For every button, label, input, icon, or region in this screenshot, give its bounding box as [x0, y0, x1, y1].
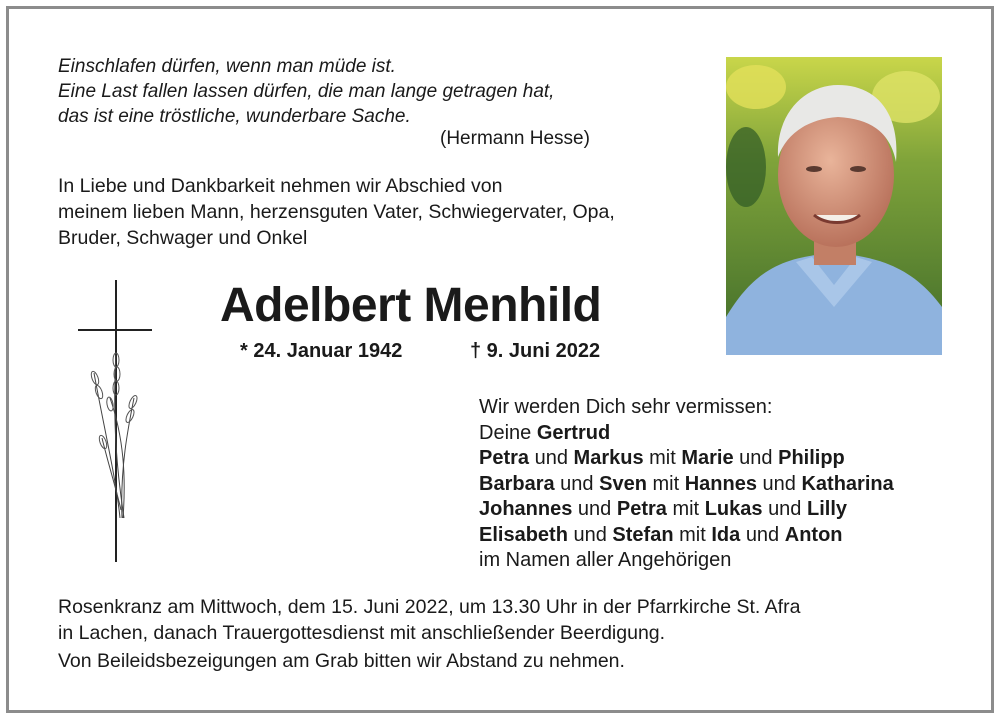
service-line: Rosenkranz am Mittwoch, dem 15. Juni 2022, um 13.30 Uhr in der Pfarrkirche St. Afra [58, 596, 801, 618]
intro-line: In Liebe und Dankbarkeit nehmen wir Abschied von [58, 175, 503, 197]
mourner-word: und [768, 498, 802, 520]
mourner-line [479, 472, 894, 498]
condolence-note: Von Beileidsbezeigungen am Grab bitten wir Abstand zu nehmen. [58, 650, 625, 672]
poem-line: Einschlafen dürfen, wenn man müde ist. [58, 56, 396, 77]
death-date: † 9. Juni 2022 [470, 340, 601, 362]
service-line: in Lachen, danach Trauergottesdienst mit anschließender Beerdigung. [58, 622, 666, 644]
mourner-word: und [560, 472, 594, 495]
mourner-name: Petra [616, 498, 667, 520]
mourner-line [479, 421, 894, 447]
mourner-word: Deine [479, 421, 532, 444]
mourner-name: Lilly [807, 498, 848, 520]
poem-line: Eine Last fallen lassen dürfen, die man lange getragen hat, [58, 81, 555, 102]
mourners-list [479, 395, 894, 574]
birth-date: * 24. Januar 1942 [240, 340, 403, 362]
mourner-word: und [573, 523, 607, 546]
mourner-word: und [739, 447, 773, 469]
mourner-word: mit [679, 523, 706, 546]
mourners-intro: Wir werden Dich sehr vermissen: [479, 396, 773, 418]
mourner-name: Barbara [479, 472, 555, 495]
mourner-name: Philipp [778, 447, 845, 469]
mourner-word: mit [672, 498, 700, 520]
mourner-name: Johannes [479, 498, 573, 520]
mourner-line [479, 446, 894, 472]
poem-author: (Hermann Hesse) [440, 128, 590, 149]
mourner-name: Elisabeth [479, 523, 568, 546]
poem [58, 54, 554, 129]
mourner-word: und [534, 447, 568, 469]
mourner-name: Gertrud [536, 421, 611, 444]
mourner-name: Sven [599, 472, 647, 495]
mourner-line [479, 523, 894, 549]
mourner-name: Markus [573, 447, 644, 469]
mourner-name: Marie [681, 447, 734, 469]
mourner-name: Ida [711, 523, 741, 546]
mourner-name: Lukas [704, 498, 763, 520]
mourner-word: und [577, 498, 612, 520]
mourner-word: und [745, 523, 780, 546]
mourners-closing: im Namen aller Angehörigen [479, 549, 732, 571]
cross-with-wheat-icon [76, 278, 156, 564]
mourner-word: mit [652, 472, 680, 495]
poem-line: das ist eine tröstliche, wunderbare Sache. [58, 106, 411, 127]
mourner-name: Anton [784, 523, 843, 546]
intro-line: meinem lieben Mann, herzensguten Vater, Schwiegervater, Opa, [58, 201, 615, 223]
mourner-word: mit [649, 447, 676, 469]
mourner-name: Hannes [684, 472, 757, 495]
intro-text [58, 173, 615, 251]
mourner-line [479, 497, 894, 523]
portrait-photo [726, 57, 942, 355]
service-info [58, 594, 800, 646]
mourner-name: Stefan [612, 523, 674, 546]
deceased-name: Adelbert Menhild [220, 279, 602, 332]
mourner-word: und [762, 472, 796, 495]
mourner-name: Petra [479, 447, 530, 469]
mourner-name: Katharina [801, 472, 894, 495]
intro-line: Bruder, Schwager und Onkel [58, 227, 308, 249]
